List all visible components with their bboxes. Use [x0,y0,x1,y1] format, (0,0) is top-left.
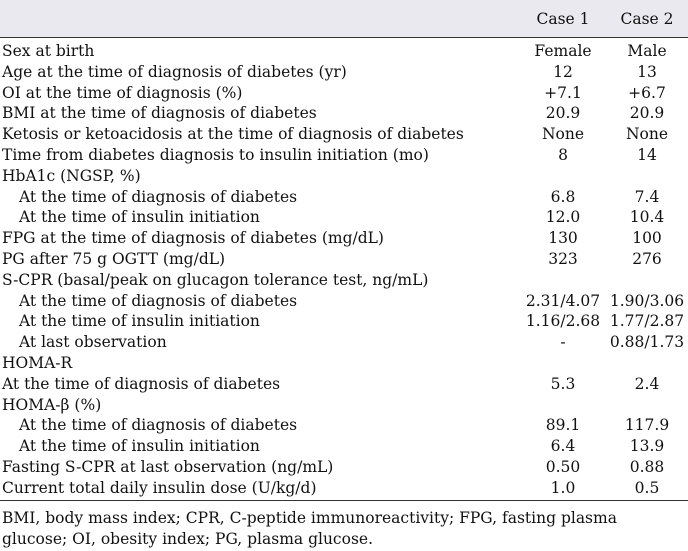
case1-value: 6.8 [550,187,576,206]
table-row [0,103,688,124]
case1-value: 0.50 [545,457,581,476]
table-row [0,478,688,499]
row-label: At the time of diagnosis of diabetes [2,374,281,393]
case1-value: 6.4 [550,437,576,456]
row-label: Fasting S-CPR at last observation (ng/mL) [2,457,334,476]
table-row [0,291,688,312]
case1-value: 20.9 [545,104,581,123]
table-footnote: BMI, body mass index; CPR, C-peptide immunoreactivity; FPG, fasting plasma glucose; OI, obesity index; PG, plasma glucose. [2,509,617,548]
table-row [0,374,688,395]
case2-value: 2.4 [634,374,660,393]
table-row [0,395,688,416]
case1-value: None [541,125,585,144]
case1-value: 130 [548,229,578,248]
row-label: S-CPR (basal/peak on glucagon tolerance test, ng/mL) [2,270,429,289]
case2-value: Male [627,42,667,60]
table-row [0,415,688,436]
table-row [0,41,688,62]
row-label: HOMA-β (%) [2,395,102,414]
case2-value: 7.4 [634,187,660,206]
case1-value: 89.1 [545,416,581,435]
table-row [0,436,688,457]
row-label: BMI at the time of diagnosis of diabetes [2,104,317,123]
table-row [0,311,688,332]
header-case2: Case 2 [620,10,674,28]
case1-value: 1.0 [550,478,576,497]
table-row [0,228,688,249]
table-row [0,62,688,83]
case2-value: 13 [637,62,657,81]
row-label: Age at the time of diagnosis of diabetes (yr) [2,62,347,81]
case1-value: 5.3 [550,374,576,393]
table-row [0,249,688,270]
case1-value: Female [534,42,592,60]
case1-value: 12.0 [545,208,581,227]
case1-value: 323 [548,249,578,268]
case2-value: 13.9 [629,437,665,456]
table-row [0,353,688,374]
row-label: PG after 75 g OGTT (mg/dL) [2,249,226,268]
row-label: HOMA-R [2,353,73,372]
case1-value: 2.31/4.07 [525,291,601,310]
table-row [0,145,688,166]
table-body [0,41,688,499]
case2-value: 1.90/3.06 [609,291,685,310]
row-label: HbA1c (NGSP, %) [2,166,141,185]
case1-value: +7.1 [544,83,582,102]
row-label: At the time of insulin initiation [19,208,260,227]
case2-value: 0.5 [634,478,660,497]
row-label: Sex at birth [2,42,95,60]
table-row [0,457,688,478]
case2-value: 117.9 [624,416,670,435]
case2-value: None [625,125,669,144]
case2-value: 20.9 [629,104,665,123]
table-bottom-rule [0,500,688,501]
case1-value: 1.16/2.68 [525,312,601,331]
table-row [0,124,688,145]
case2-value: 0.88 [629,457,665,476]
table-row [0,187,688,208]
case2-value: 276 [632,249,662,268]
case1-value: 12 [553,62,573,81]
row-label: At the time of insulin initiation [19,437,260,456]
table-row [0,332,688,353]
row-label: Time from diabetes diagnosis to insulin initiation (mo) [2,145,429,164]
case2-value: 1.77/2.87 [609,312,685,331]
row-label: OI at the time of diagnosis (%) [2,83,243,102]
case2-value: 100 [632,229,662,248]
case2-value: 14 [637,145,657,164]
case2-value: +6.7 [628,83,666,102]
table-row [0,166,688,187]
row-label: At the time of insulin initiation [19,312,260,331]
row-label: Current total daily insulin dose (U/kg/d) [2,478,317,497]
row-label: FPG at the time of diagnosis of diabetes (mg/dL) [2,229,384,248]
table-header [0,0,688,38]
row-label: At the time of diagnosis of diabetes [19,291,298,310]
case2-value: 10.4 [629,208,665,227]
case1-value: 8 [558,145,568,164]
row-label: At the time of diagnosis of diabetes [19,187,298,206]
table-row [0,270,688,291]
header-case1: Case 1 [536,10,590,28]
row-label: Ketosis or ketoacidosis at the time of diagnosis of diabetes [2,125,464,144]
case1-value: - [560,333,566,352]
case2-value: 0.88/1.73 [609,333,685,352]
row-label: At the time of diagnosis of diabetes [19,416,298,435]
row-label: At last observation [19,333,167,352]
table-row [0,207,688,228]
table-row [0,83,688,104]
